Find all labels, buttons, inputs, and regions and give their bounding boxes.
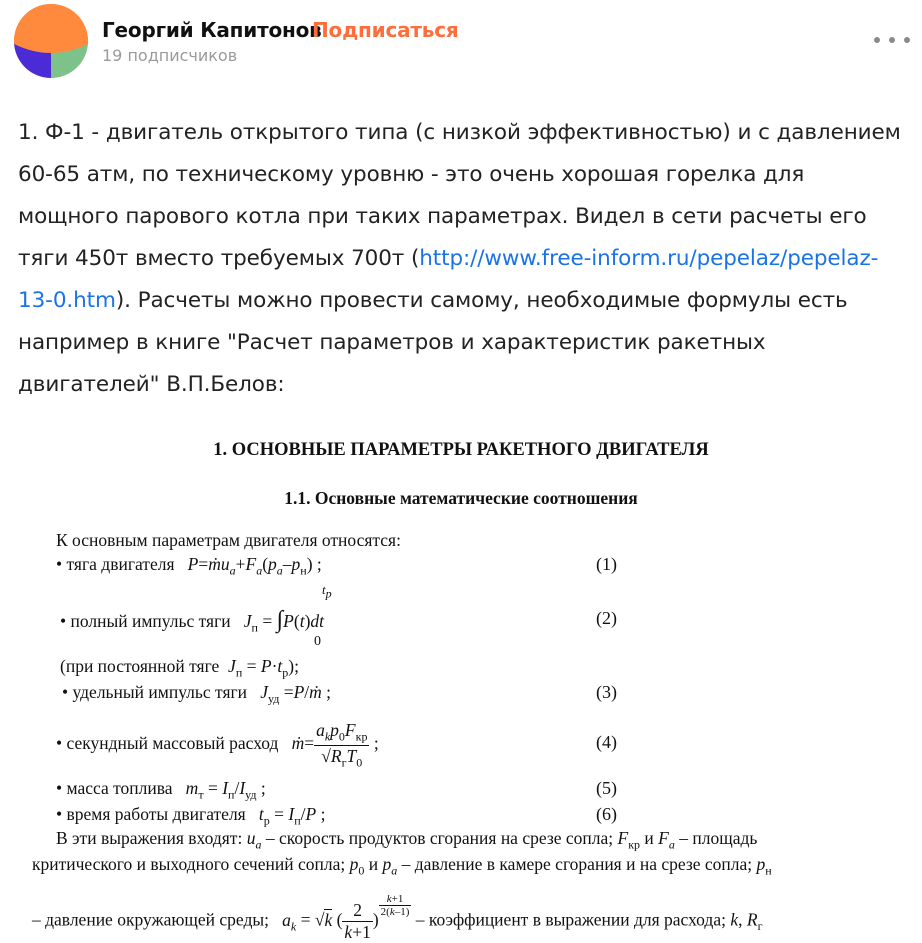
formula-impulse: J [235,611,252,631]
para-text: – коэффициент в выражении для расхода; [415,909,726,930]
eq-specific: • удельный импульс тяги $J_{уд}$ =P/ṁ ; [62,682,332,706]
book-heading: 1. ОСНОВНЫЕ ПАРАМЕТРЫ РАКЕТНОГО ДВИГАТЕЛЯ [213,440,709,460]
para-text: критического и выходного сечений сопла; [32,854,346,874]
integral-upper: $t_p$ [322,582,332,601]
book-intro: К основным параметрам двигателя относятся: [56,530,401,550]
formula-thrust: P [178,554,199,574]
eq-number-1: (1) [596,554,617,574]
eq-fuelmass: • масса топлива $m_т = I_п/I_{уд}$ ; [56,778,266,802]
eq-fuelmass-label: • масса топлива [56,778,173,798]
eq-number-6: (6) [596,804,617,824]
avatar-image [14,4,88,78]
post-body [18,112,904,406]
more-dot [874,37,880,43]
book-para-line-1: В эти выражения входят: $u_a$ – скорость продуктов сгорания на срезе сопла; $F_{кр}$ и $F_a$ – площадь [56,828,758,852]
more-dot [904,37,910,43]
book-para-line-3: – давление окружающей среды; $a_k = √k$ ( $\frac{2}{k+1}$ ) $^{\frac{k+1}{2(k-1)}}$ – коэффициент в выражении для расхода; k, $R_г$ [32,893,763,942]
eq-number-5: (5) [596,778,617,798]
subscribe-button[interactable]: Подписаться [312,18,459,42]
para-text: В эти выражения входят: [56,828,243,848]
eq-runtime: • время работы двигателя $t_р = I_п/P$ ; [56,804,326,828]
post-text-end: ). Расчеты можно провести самому, необходимые формулы есть например в книге "Расчет параметров и характеристик ракетных двигателей" В.П.Белов: [18,288,848,397]
eq-number-4: (4) [596,732,617,752]
eq-impulse-label: • полный импульс тяги [60,611,231,631]
post-link[interactable]: http://www.free-inform.ru/pepelaz/pepelaz-13-0.htm [18,246,879,313]
more-dot [889,37,895,43]
eq-number-2: (2) [596,608,617,628]
eq-thrust: • тяга двигателя $P=ṁu_a+F_a(p_a-p_н)$ ; [56,554,322,578]
book-para-line-2: критического и выходного сечений сопла; $p_0$ и $p_a$ – давление в камере сгорания и на срезе сопла; $p_н$ [32,854,772,878]
eq-constant: (при постоянной тяге $J_п = P\cdot t_р$); [60,656,299,680]
para-text: – давление в камере сгорания и на срезе сопла; [401,854,753,874]
eq-massflow-label: • секундный массовый расход [56,733,279,754]
subscriber-count: 19 подписчиков [102,46,238,65]
avatar[interactable] [14,4,88,78]
integral-lower: 0 [314,634,321,649]
eq-thrust-label: • тяга двигателя [56,554,175,574]
para-text: и [368,854,379,874]
eq-specific-label: • удельный импульс тяги [62,682,248,702]
para-text: – скорость продуктов сгорания на срезе сопла; [265,828,614,848]
para-text: – давление окружающей среды; [32,909,269,930]
eq-runtime-label: • время работы двигателя [56,804,246,824]
eq-number-3: (3) [596,682,617,702]
post-header [14,4,914,76]
author-name[interactable]: Георгий Капитонов [102,18,322,42]
para-text: и [644,828,654,848]
eq-constant-label: (при постоянной тяге [60,656,220,676]
more-options-icon[interactable] [874,28,910,52]
eq-impulse: • полный импульс тяги $J_п = \int P(t)dt$ [60,607,325,635]
para-text: – площадь [679,828,758,848]
post-text-start: 1. Ф-1 - двигатель открытого типа (с низкой эффективностью) и с давлением 60-65 атм, по техническому уровню - это очень хорошая горелка для мощного парового котла при таких параметрах. Видел в сети расчеты его тяги 450т вместо требуемых 700т ( [18,120,901,271]
eq-massflow: • секундный массовый расход ṁ= $\frac{a_kp_0F_{кр}}{√R_гT_0}$ ; [56,720,379,769]
book-subheading: 1.1. Основные математические соотношения [284,488,638,508]
book-page-image [0,430,922,942]
